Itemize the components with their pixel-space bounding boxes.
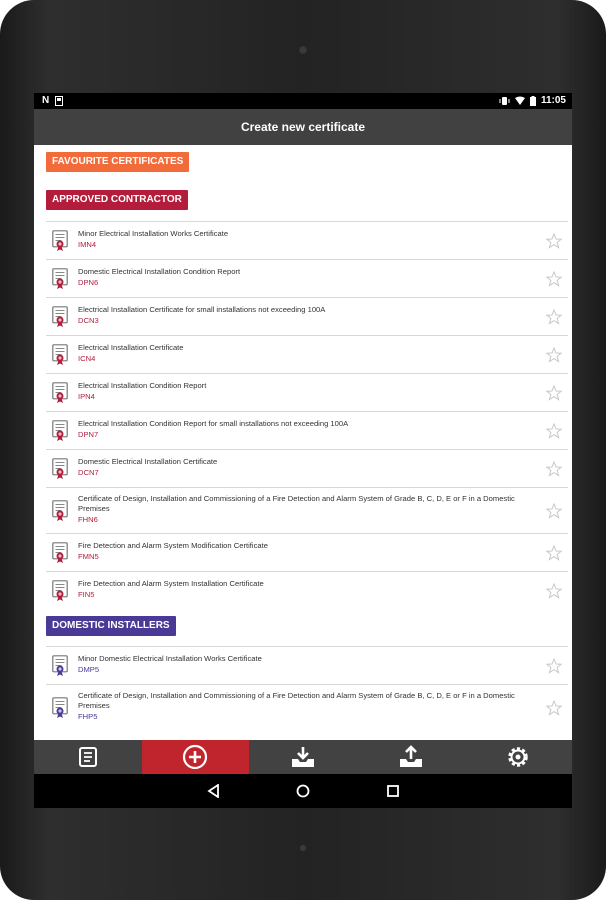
nav-download-button[interactable] xyxy=(249,740,357,774)
certificate-icon xyxy=(52,382,68,404)
back-triangle-icon xyxy=(207,784,219,798)
list-item[interactable] xyxy=(46,487,568,533)
n-notification-icon: N xyxy=(42,95,50,106)
certificate-icon xyxy=(52,655,68,677)
list-item[interactable] xyxy=(46,259,568,297)
certificate-code: DPN7 xyxy=(78,430,99,439)
list-item[interactable] xyxy=(46,533,568,571)
download-icon xyxy=(290,745,316,769)
domestic-installers-list xyxy=(46,646,568,730)
certificate-title: Fire Detection and Alarm System Modification Certificate xyxy=(78,541,268,550)
screen xyxy=(34,93,572,808)
certificate-icon xyxy=(52,500,68,522)
home-button[interactable] xyxy=(294,782,312,800)
certificate-code: ICN4 xyxy=(78,354,96,363)
favourite-star-icon[interactable] xyxy=(546,658,562,674)
add-circle-icon xyxy=(182,744,208,770)
list-item[interactable] xyxy=(46,297,568,335)
home-circle-icon xyxy=(296,784,310,798)
certificate-title: Electrical Installation Condition Report xyxy=(78,381,207,390)
approved-contractor-header[interactable]: APPROVED CONTRACTOR xyxy=(46,190,188,210)
certificate-title: Minor Domestic Electrical Installation Works Certificate xyxy=(78,654,262,663)
certificate-title: Fire Detection and Alarm System Installation Certificate xyxy=(78,579,264,588)
favourite-star-icon[interactable] xyxy=(546,503,562,519)
recents-square-icon xyxy=(387,785,399,797)
certificate-code: IPN4 xyxy=(78,392,95,401)
nav-upload-button[interactable] xyxy=(357,740,465,774)
favourite-star-icon[interactable] xyxy=(546,309,562,325)
status-time: 11:05 xyxy=(540,95,566,106)
list-item[interactable] xyxy=(46,373,568,411)
list-item[interactable] xyxy=(46,646,568,684)
battery-icon xyxy=(530,96,536,106)
certificate-icon xyxy=(52,230,68,252)
certificate-title: Electrical Installation Condition Report for small installations not exceeding 100A xyxy=(78,419,349,428)
sd-card-icon xyxy=(55,96,63,106)
favourite-star-icon[interactable] xyxy=(546,271,562,287)
certificate-icon xyxy=(52,344,68,366)
favourite-certificates-header[interactable]: FAVOURITE CERTIFICATES xyxy=(46,152,189,172)
favourite-star-icon[interactable] xyxy=(546,347,562,363)
domestic-installers-header[interactable]: DOMESTIC INSTALLERS xyxy=(46,616,176,636)
certificate-code: DPN6 xyxy=(78,278,99,287)
favourite-star-icon[interactable] xyxy=(546,583,562,599)
nav-certificates-button[interactable] xyxy=(34,740,142,774)
favourite-star-icon[interactable] xyxy=(546,545,562,561)
back-button[interactable] xyxy=(204,782,222,800)
page-title: Create new certificate xyxy=(34,109,572,145)
list-item[interactable] xyxy=(46,449,568,487)
certificate-code: IMN4 xyxy=(78,240,97,249)
favourite-star-icon[interactable] xyxy=(546,700,562,716)
certificate-icon xyxy=(52,268,68,290)
document-list-icon xyxy=(76,745,100,769)
nav-create-button[interactable] xyxy=(142,740,250,774)
certificate-code: FHP5 xyxy=(78,712,98,721)
certificate-icon xyxy=(52,458,68,480)
bottom-navigation xyxy=(34,740,572,774)
certificate-code: FMN5 xyxy=(78,552,99,561)
favourite-star-icon[interactable] xyxy=(546,385,562,401)
certificate-icon xyxy=(52,542,68,564)
certificate-title: Electrical Installation Certificate xyxy=(78,343,184,352)
approved-contractor-list xyxy=(46,221,568,609)
wifi-icon xyxy=(515,96,525,105)
system-navigation-bar xyxy=(34,774,572,808)
list-item[interactable] xyxy=(46,684,568,730)
certificate-code: FIN5 xyxy=(78,590,95,599)
favourite-star-icon[interactable] xyxy=(546,233,562,249)
list-item[interactable] xyxy=(46,221,568,259)
certificate-code: DCN7 xyxy=(78,468,99,477)
certificate-icon xyxy=(52,420,68,442)
list-item[interactable] xyxy=(46,411,568,449)
upload-icon xyxy=(398,745,424,769)
list-item[interactable] xyxy=(46,571,568,609)
favourite-star-icon[interactable] xyxy=(546,423,562,439)
certificate-code: DMP5 xyxy=(78,665,100,674)
recents-button[interactable] xyxy=(384,782,402,800)
certificate-title: Domestic Electrical Installation Certificate xyxy=(78,457,218,466)
bottom-sensor xyxy=(300,845,306,851)
certificate-icon xyxy=(52,306,68,328)
list-item[interactable] xyxy=(46,335,568,373)
certificate-title: Electrical Installation Certificate for small installations not exceeding 100A xyxy=(78,305,326,314)
vibrate-icon xyxy=(499,96,510,106)
certificate-title: Domestic Electrical Installation Condition Report xyxy=(78,267,241,276)
nav-settings-button[interactable] xyxy=(464,740,572,774)
certificate-code: DCN3 xyxy=(78,316,99,325)
certificate-list-area[interactable] xyxy=(34,145,572,740)
favourite-star-icon[interactable] xyxy=(546,461,562,477)
certificate-code: FHN6 xyxy=(78,515,98,524)
certificate-icon xyxy=(52,580,68,602)
certificate-title: Certificate of Design, Installation and Commissioning of a Fire Detection and Alarm System of Grade B, C, D, E or F in a Domestic Premises xyxy=(78,494,515,513)
front-camera xyxy=(298,45,308,55)
certificate-title: Minor Electrical Installation Works Certificate xyxy=(78,229,229,238)
status-bar xyxy=(34,93,572,109)
certificate-title: Certificate of Design, Installation and Commissioning of a Fire Detection and Alarm System of Grade B, C, D, E or F in a Domestic Premises xyxy=(78,691,515,710)
certificate-icon xyxy=(52,697,68,719)
settings-gear-icon xyxy=(506,745,530,769)
